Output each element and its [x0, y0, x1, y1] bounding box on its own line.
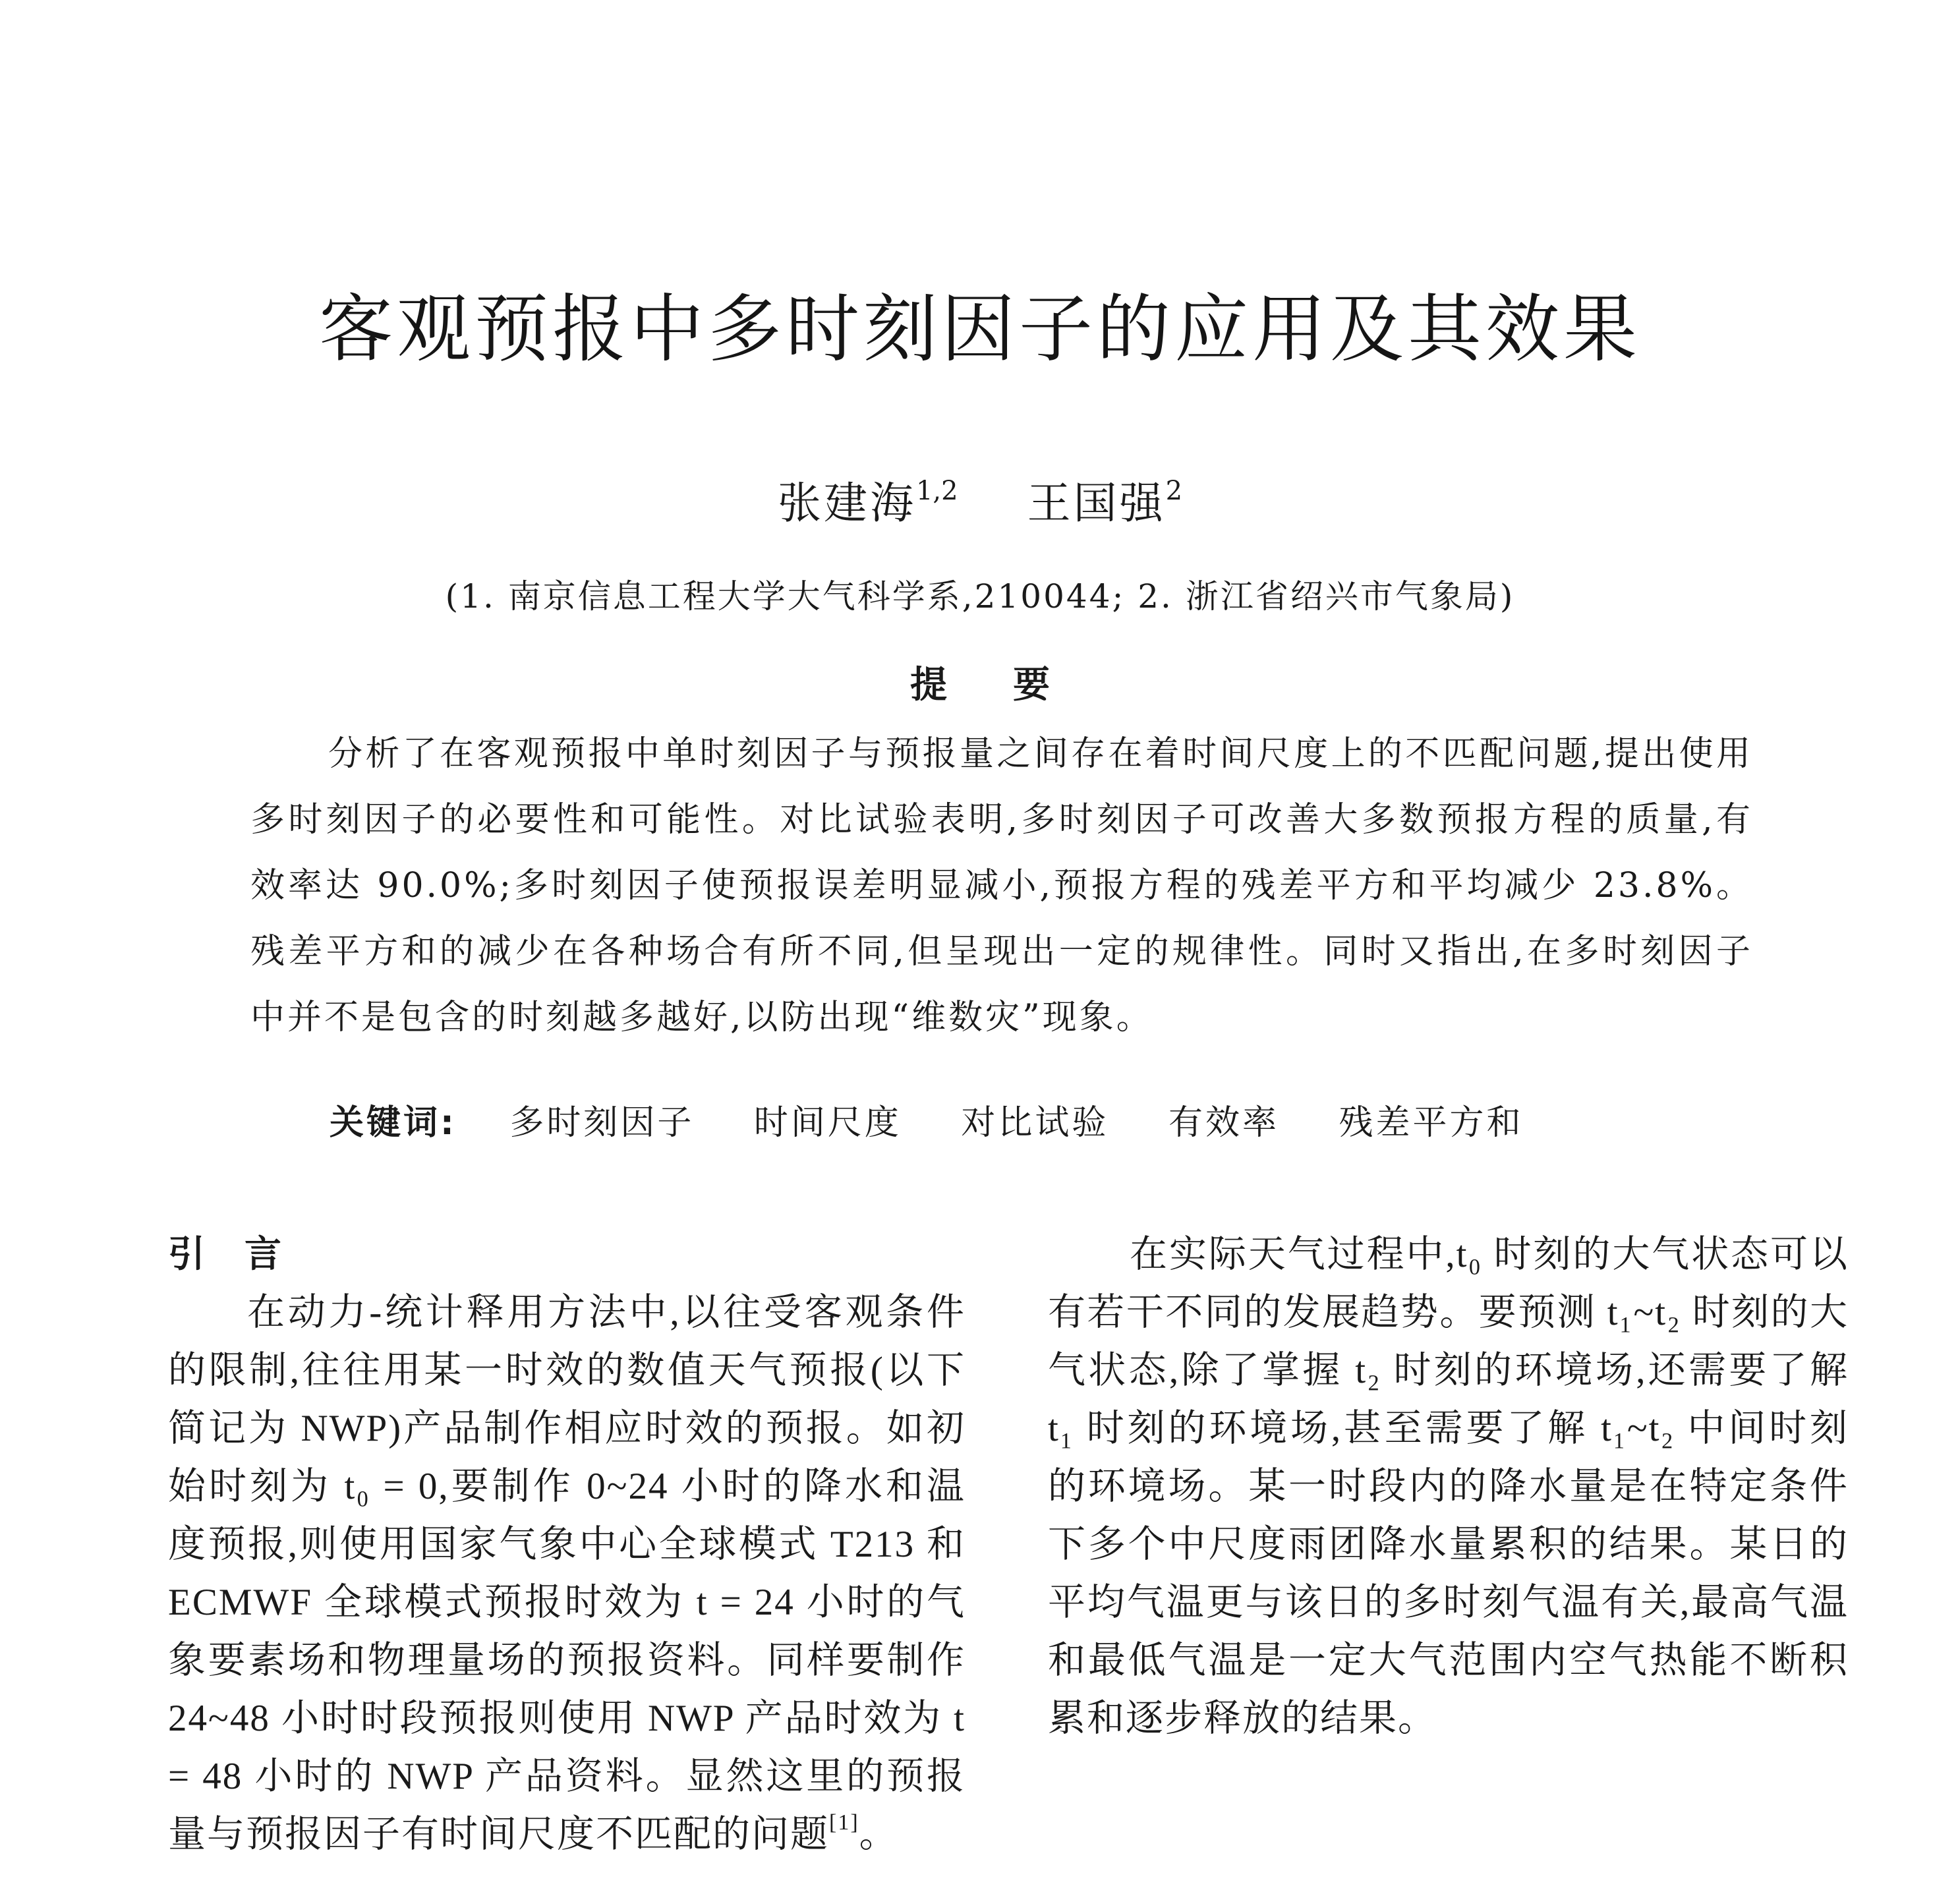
keywords-label: 关键词:	[330, 1103, 457, 1143]
keyword: 时间尺度	[753, 1103, 902, 1143]
author-affiliation-mark: 1,2	[915, 476, 958, 506]
citation-ref: [1]	[829, 1810, 859, 1835]
keyword: 对比试验	[961, 1103, 1109, 1143]
author-name: 张建海	[777, 478, 916, 529]
body-column-left	[168, 1226, 966, 1864]
keyword: 多时刻因子	[509, 1103, 695, 1143]
author-2	[1027, 461, 1182, 533]
affiliations: (1. 南京信息工程大学大气科学系,210044; 2. 浙江省绍兴市气象局)	[445, 577, 1515, 616]
keywords-line	[330, 1090, 1779, 1156]
intro-paragraph-1	[168, 1284, 966, 1864]
paper-title: 客观预报中多时刻因子的应用及其效果	[319, 287, 1641, 372]
keyword: 有效率	[1168, 1103, 1279, 1143]
abstract-text: 分析了在客观预报中单时刻因子与预报量之间存在着时间尺度上的不匹配问题,提出使用多时刻因子的必要性和可能性。对比试验表明,多时刻因子可改善大多数预报方程的质量,有效率达 90.0%;多时刻因子使预报误差明显减小,预报方程的残差平方和平均减少 23.8%。残差平方和的减少在各种场合有所不同,但呈现出一定的规律性。同时又指出,在多时刻因子中并不是包含的时刻越多越好,以防出现“维数灾”现象。	[250, 734, 1753, 1037]
author-1	[778, 461, 958, 533]
paragraph-end: 。	[859, 1814, 898, 1855]
author-list	[0, 461, 1960, 533]
abstract-heading: 提要	[910, 664, 1116, 706]
intro-paragraph-2: 在实际天气过程中,t₀ 时刻的大气状态可以有若干不同的发展趋势。要预测 t₁~t₂ 时刻的大气状态,除了掌握 t₂ 时刻的环境场,还需要了解 t₁ 时刻的环境场,甚至需要了解 t₁~t₂ 中间时刻的环境场。某一时段内的降水量是在特定条件下多个中尺度雨团降水量累积的结果。某日的平均气温更与该日的多时刻气温有关,最高气温和最低气温是一定大气范围内空气热能不断积累和逐步释放的结果。	[1048, 1234, 1849, 1739]
paragraph-text: 在动力-统计释用方法中,以往受客观条件的限制,往往用某一时效的数值天气预报(以下简记为 NWP)产品制作相应时效的预报。如初始时刻为 t₀ = 0,要制作 0~24 小时的降水和温度预报,则使用国家气象中心全球模式 T213 和 ECMWF 全球模式预报时效为 t = 24 小时的气象要素场和物理量场的预报资料。同样要制作 24~48 小时时段预报则使用 NWP 产品时效为 t = 48 小时的 NWP 产品资料。显然这里的预报量与预报因子有时间尺度不匹配的问题	[168, 1292, 966, 1855]
author-name: 王国强	[1027, 478, 1166, 529]
section-heading-intro: 引言	[168, 1233, 321, 1276]
keyword: 残差平方和	[1339, 1103, 1524, 1143]
body-column-right	[1048, 1226, 1849, 1748]
author-affiliation-mark: 2	[1165, 476, 1183, 506]
